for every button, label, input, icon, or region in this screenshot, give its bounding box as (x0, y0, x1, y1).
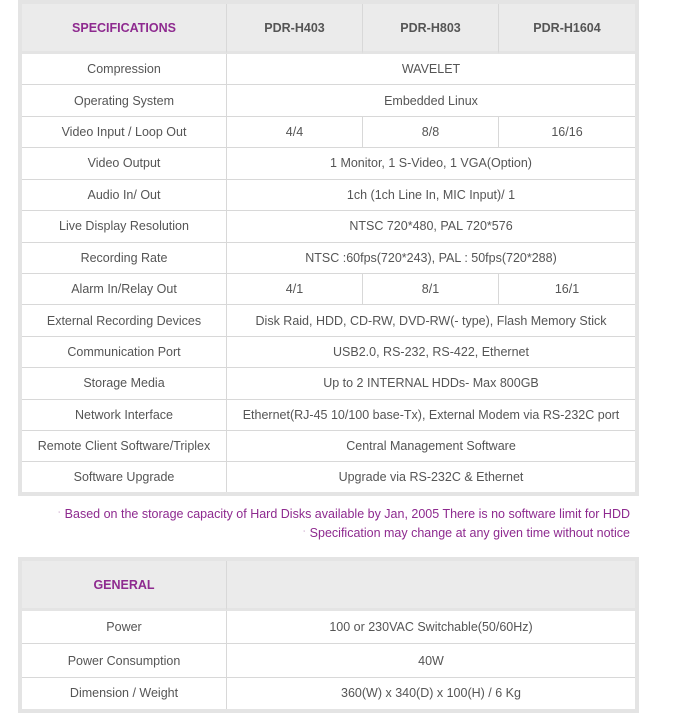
spec-value: Upgrade via RS-232C & Ethernet (338, 470, 524, 485)
general-value: 100 or 230VAC Switchable(50/60Hz) (227, 611, 635, 644)
spec-row (22, 400, 635, 431)
footnote (18, 505, 630, 524)
spec-value: Ethernet(RJ-45 10/100 base-Tx), External Modem via RS-232C port (227, 400, 635, 431)
spec-label: Video Input / Loop Out (22, 117, 227, 148)
footnote-text: Specification may change at any given time without notice (309, 526, 630, 540)
spec-label: Alarm In/Relay Out (22, 274, 227, 305)
spec-row (22, 180, 635, 211)
spec-value: 1 Monitor, 1 S-Video, 1 VGA(Option) (227, 148, 635, 179)
spec-value: 4/1 (227, 274, 363, 305)
spec-value: WAVELET (227, 54, 635, 85)
model-header: PDR-H803 (363, 4, 499, 54)
spec-row (22, 368, 635, 399)
spec-value: USB2.0, RS-232, RS-422, Ethernet (227, 337, 635, 368)
general-label: Power (22, 611, 227, 644)
spec-label: Compression (22, 54, 227, 85)
spec-label: Storage Media (22, 368, 227, 399)
spec-label: Recording Rate (22, 243, 227, 274)
spec-label: Audio In/ Out (22, 180, 227, 211)
spec-row (22, 211, 635, 242)
general-title: GENERAL (22, 561, 227, 611)
general-value: 40W (227, 644, 635, 677)
spec-value: 1ch (1ch Line In, MIC Input)/ 1 (227, 180, 635, 211)
spec-value: Disk Raid, HDD, CD-RW, DVD-RW(- type), Flash Memory Stick (227, 305, 635, 336)
specifications-header-row (22, 4, 635, 54)
bullet-mark: ʿ (302, 529, 306, 539)
spec-label: Operating System (22, 85, 227, 116)
model-header: PDR-H1604 (499, 4, 635, 54)
spec-row (22, 54, 635, 85)
spec-value: 4/4 (227, 117, 363, 148)
spec-label: Remote Client Software/Triplex (22, 431, 227, 462)
spec-value: 8/8 (363, 117, 499, 148)
footnote (18, 524, 630, 543)
spec-value: NTSC 720*480, PAL 720*576 (227, 211, 635, 242)
general-label: Power Consumption (22, 644, 227, 677)
spec-row (22, 431, 635, 462)
footnote-text: Based on the storage capacity of Hard Disks available by Jan, 2005 There is no software limit for HDD (64, 507, 630, 521)
spec-row (22, 148, 635, 179)
specifications-table (22, 4, 635, 492)
general-value: 360(W) x 340(D) x 100(H) / 6 Kg (341, 686, 521, 701)
spec-row (22, 305, 635, 336)
spec-value: 16/1 (499, 274, 635, 305)
spec-value: 16/16 (499, 117, 635, 148)
spec-value: Embedded Linux (227, 85, 635, 116)
spec-row (22, 462, 635, 492)
general-row (22, 678, 635, 709)
spec-value: 8/1 (363, 274, 499, 305)
model-header: PDR-H403 (227, 4, 363, 54)
spec-value: Central Management Software (227, 431, 635, 462)
general-header-row (22, 561, 635, 611)
bullet-mark: ʿ (57, 510, 61, 520)
specifications-title: SPECIFICATIONS (22, 4, 227, 54)
spec-label: External Recording Devices (22, 305, 227, 336)
spec-value: Up to 2 INTERNAL HDDs- Max 800GB (227, 368, 635, 399)
general-panel (18, 557, 639, 713)
spec-row (22, 85, 635, 116)
spec-row (22, 274, 635, 305)
general-body (22, 611, 635, 709)
spec-label: Communication Port (22, 337, 227, 368)
spec-label: Network Interface (22, 400, 227, 431)
spec-label: Video Output (22, 148, 227, 179)
specifications-panel (18, 0, 639, 496)
general-label: Dimension / Weight (22, 678, 227, 709)
spec-row (22, 117, 635, 148)
spec-label: Software Upgrade (22, 462, 227, 492)
specifications-body (22, 54, 635, 492)
spec-label: Live Display Resolution (22, 211, 227, 242)
general-table (22, 561, 635, 709)
general-header-blank (227, 561, 635, 611)
spec-row (22, 243, 635, 274)
general-row (22, 611, 635, 644)
footnotes (18, 505, 630, 543)
spec-row (22, 337, 635, 368)
general-row (22, 644, 635, 677)
spec-value: NTSC :60fps(720*243), PAL : 50fps(720*288) (227, 243, 635, 274)
